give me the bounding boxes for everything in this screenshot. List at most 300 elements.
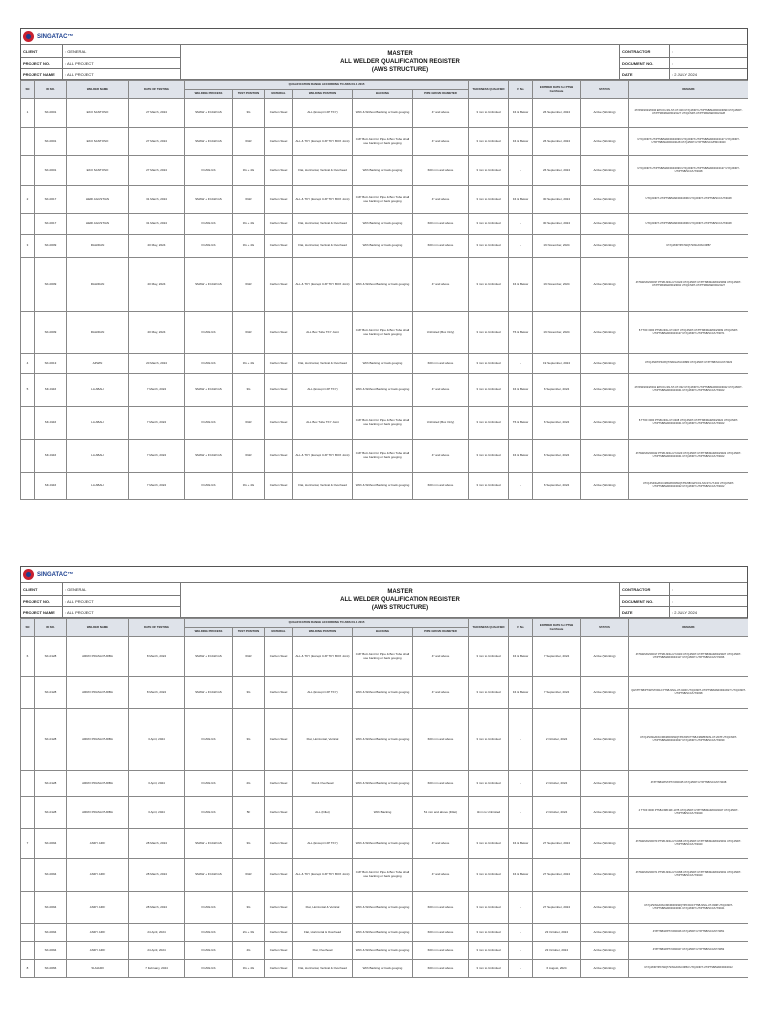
welder-name-cell: ARRO PRASA PURBA (67, 797, 129, 829)
f-no-cell: - (509, 354, 533, 374)
f-no-cell: - (509, 960, 533, 978)
id-cell: SK-0128 (35, 677, 67, 709)
f-no-cell: T6 & Below (509, 312, 533, 354)
expiry-cell: 6 September, 2024 (533, 374, 581, 407)
backing-cell: With Backing or back gouging (353, 354, 413, 374)
table-row (21, 374, 749, 407)
welder-name-cell: LA ABALI (67, 440, 129, 473)
backing-cell: With & Without Backing or back gouging (353, 99, 413, 128)
test-position-cell: 3G + 4G (233, 960, 265, 978)
col-header-welding-position: WELDING POSITION (293, 90, 353, 99)
remark-cell: 4T/WW/2023/0017 PTSB-NNG-UT-0400 UT/QJ/NDT-UT/PTSB/MAR/004/3027 UT/QJ/NDT-UT/PTSB/MAR/004/3117 UT/QJ/NDT-UT/PTSB/SCC/UT/3036 (629, 637, 749, 677)
expiry-cell: 27 September, 2024 (533, 859, 581, 892)
welder-name-cell: ANDY AFIF (67, 924, 129, 942)
id-cell: SK-0128 (35, 637, 67, 677)
thickness-cell: 3 mm to Unlimited (469, 374, 509, 407)
col-header-backing: BACKING (353, 90, 413, 99)
diameter-cell: 600 mm and above (413, 771, 469, 797)
table-row (21, 354, 749, 374)
test-date-cell: 3 April, 2024 (129, 709, 185, 771)
status-cell: Active (Working) (581, 354, 629, 374)
title-line-3: (AWS STRUCTURE) (371, 605, 429, 611)
status-cell: Active (Working) (581, 637, 629, 677)
test-date-cell: 27 March, 2024 (129, 99, 185, 128)
test-date-cell: 20 March, 2024 (129, 354, 185, 374)
process-cell: FCAW-GS (185, 354, 233, 374)
diameter-cell: 600 mm and above (413, 473, 469, 500)
col-header-welding-position: WELDING POSITION (293, 628, 353, 637)
thickness-cell: 3 mm to Unlimited (469, 156, 509, 186)
col-header-pipe-grove-diameter: PIPE GROVE DIAMETER (413, 90, 469, 99)
remark-cell: 4T/PTSB/W/PT/CR/0047 UT/QJ/NDT-UT/PTSB/SCC/UT/3052 (629, 942, 749, 960)
table-row (21, 637, 749, 677)
id-cell: SK-0009 (35, 312, 67, 354)
id-cell: SK-0116 (35, 407, 67, 440)
document-no-value: : (670, 596, 747, 607)
col-header-backing: BACKING (353, 628, 413, 637)
status-cell: Active (Working) (581, 312, 629, 354)
f-no-cell: F4 & Below (509, 440, 533, 473)
backing-cell: With Backing or back gouging (353, 214, 413, 235)
sn-cell (21, 709, 35, 771)
f-no-cell: - (509, 892, 533, 924)
thickness-cell: 3 mm to Unlimited (469, 942, 509, 960)
diameter-cell: 4" and above (413, 829, 469, 859)
material-cell: Carbon Steel (265, 235, 293, 258)
date-value: : 2 JULY 2024 (670, 607, 747, 618)
test-date-cell: 8 March, 2024 (129, 677, 185, 709)
process-cell: SMAW + FCAW-GS (185, 829, 233, 859)
sn-cell (21, 771, 35, 797)
test-date-cell: 24 April, 2024 (129, 924, 185, 942)
remark-cell: 4T/WW/2023/0070 PTSB-NNG-UT-0398 UT/QJ/NDT-UT/PTSB/MAR/004/3031 UT/QJ/NDT-UT/PTSB/SCC/UT/3040 (629, 829, 749, 859)
backing-cell: With & Without Backing or back gouging (353, 677, 413, 709)
f-no-cell: F4 & Below (509, 99, 533, 128)
status-cell: Active (Working) (581, 407, 629, 440)
test-position-cell: 3G + 4G (233, 473, 265, 500)
backing-cell: With Backing or back gouging (353, 960, 413, 978)
material-cell: Carbon Steel (265, 709, 293, 771)
expiry-cell: 6 September, 2024 (533, 407, 581, 440)
sn-cell (21, 258, 35, 312)
backing-cell: CJP Butt Joint for Pipe & Box Tube shall use backing or back gouging (353, 637, 413, 677)
backing-cell: With & Without Backing or back gouging (353, 709, 413, 771)
material-cell: Carbon Steel (265, 892, 293, 924)
table-row (21, 440, 749, 473)
status-cell: Active (Working) (581, 960, 629, 978)
welder-name-cell: ARRO PRASA PURBA (67, 677, 129, 709)
welding-position-cell: Flat, Horizontal & Vertical (293, 892, 353, 924)
id-cell: SK-0009 (35, 258, 67, 312)
id-cell: SK-0094 (35, 942, 67, 960)
backing-cell: CJP Butt Joint for Pipe & Box Tube shall use backing or back gouging (353, 407, 413, 440)
material-cell: Carbon Steel (265, 797, 293, 829)
test-date-cell: 31 March, 2024 (129, 214, 185, 235)
title-line-2: ALL WELDER QUALIFICATION REGISTER (340, 597, 460, 603)
sn-cell: 5 (21, 374, 35, 407)
id-cell: SK-0013 (35, 354, 67, 374)
test-position-cell: 3G (233, 99, 265, 128)
welding-position-cell: ALL (Except CJP TKY) (293, 829, 353, 859)
document-page-2 (20, 566, 748, 1024)
f-no-cell: - (509, 156, 533, 186)
material-cell: Carbon Steel (265, 128, 293, 156)
thickness-cell: 3 mm to Unlimited (469, 235, 509, 258)
f-no-cell: F4 & Below (509, 374, 533, 407)
sn-cell (21, 128, 35, 156)
id-cell: SK-0094 (35, 829, 67, 859)
test-date-cell: 31 March, 2024 (129, 186, 185, 214)
f-no-cell: - (509, 473, 533, 500)
welding-position-cell: ALL & TKY (Except CJP TKY BOX Joint) (293, 258, 353, 312)
remark-cell: UT/QJ/NDT-UT/PTSB/MAR/004/3099 UT/QJ/NDT-UT/PTSB/SCC/UT/3048 (629, 214, 749, 235)
company-logo (21, 567, 747, 583)
thickness-cell: 3 mm to Unlimited (469, 214, 509, 235)
expiry-cell: 6 September, 2024 (533, 473, 581, 500)
table-row (21, 214, 749, 235)
backing-cell: With & Without Backing or back gouging (353, 771, 413, 797)
expiry-cell: 27 September, 2024 (533, 829, 581, 859)
welder-name-cell: EKO SANTOSO (67, 128, 129, 156)
f-no-cell: - (509, 771, 533, 797)
welder-name-cell: SUHAIRI (67, 960, 129, 978)
status-cell: Active (Working) (581, 440, 629, 473)
id-cell: SK-0116 (35, 374, 67, 407)
table-row (21, 258, 749, 312)
client-label: CLIENT (21, 45, 63, 58)
test-position-cell: 4G (233, 942, 265, 960)
expiry-cell: 19 September, 2024 (533, 354, 581, 374)
welding-position-cell: Flat, Horizontal, Vertical & Overhead (293, 473, 353, 500)
col-header-sn: SN (21, 619, 35, 637)
document-header (20, 566, 748, 618)
expiry-cell: 2 October, 2024 (533, 797, 581, 829)
remark-cell: 4T/PTSB/W/ST/PT/CR/0045 UT/QJ/NDT-UT/PTSB/SCC/UT/3048 (629, 771, 749, 797)
expiry-cell: 6 August, 2024 (533, 960, 581, 978)
welding-position-cell: ALL & TKY (Except CJP TKY BOX Joint) (293, 128, 353, 156)
welding-position-cell: ALL & TKY (Except CJP TKY BOX Joint) (293, 186, 353, 214)
process-cell: FCAW-GS (185, 235, 233, 258)
col-header-material: MATERIAL (265, 628, 293, 637)
remark-cell: QHT/PTSB/PT/W/ST/0012 PTSB-NNG-UT-0400 UT/QJ/NDT-UT/PTSB/MAR/004/3027 UT/QJ/NDT-UT/PTSB/SCC/UT/3038 (629, 677, 749, 709)
col-header-pipe-grove-diameter: PIPE GROVE DIAMETER (413, 628, 469, 637)
welder-register-table (20, 80, 748, 500)
status-cell: Active (Working) (581, 99, 629, 128)
col-header-status: STATUS (581, 81, 629, 99)
test-position-cell: 6GR (233, 407, 265, 440)
material-cell: Carbon Steel (265, 354, 293, 374)
process-cell: SMAW + FCAW-GS (185, 99, 233, 128)
status-cell: Active (Working) (581, 892, 629, 924)
backing-cell: CJP Butt Joint for Pipe & Box Tube shall use backing or back gouging (353, 859, 413, 892)
welding-position-cell: Flat, Horizontal, Vertical & Overhead (293, 156, 353, 186)
table-row (21, 924, 749, 942)
sn-cell (21, 892, 35, 924)
id-cell: SK-0128 (35, 771, 67, 797)
material-cell: Carbon Steel (265, 473, 293, 500)
process-cell: FCAW-GS (185, 924, 233, 942)
project-no-label: PROJECT NO. (21, 596, 63, 607)
remark-cell: UT/QJ/NDT/PF/WQT/SINGATAC/0863 UT/QJ/NDT-UT/PTSB/MAR/004/3012 (629, 960, 749, 978)
material-cell: Carbon Steel (265, 99, 293, 128)
client-value: : GENERAL (63, 45, 181, 58)
contractor-label: CONTRACTOR (620, 583, 670, 596)
table-row (21, 797, 749, 829)
welder-register-table (20, 618, 748, 978)
table-row (21, 312, 749, 354)
test-date-cell: 27 March, 2024 (129, 156, 185, 186)
status-cell: Active (Working) (581, 829, 629, 859)
document-title (181, 45, 620, 80)
table-row (21, 156, 749, 186)
diameter-cell: Unlimited (Box Only) (413, 407, 469, 440)
welding-position-cell: Flat, Horizontal, Vertical & Overhead (293, 960, 353, 978)
diameter-cell: 4" and above (413, 374, 469, 407)
welder-name-cell: ANDY AFIF (67, 942, 129, 960)
title-line-2: ALL WELDER QUALIFICATION REGISTER (340, 59, 460, 65)
id-cell: SK-0001 (35, 128, 67, 156)
test-position-cell: 3G (233, 829, 265, 859)
material-cell: Carbon Steel (265, 440, 293, 473)
thickness-cell: 3 mm to Unlimited (469, 128, 509, 156)
f-no-cell: F4 & Below (509, 258, 533, 312)
expiry-cell: 19 November, 2024 (533, 312, 581, 354)
remark-cell: UT/QJ/NDT-UT/PTSB/MAR/004/3099 UT/QJ/NDT-UT/PTSB/MAR/004/3127 UT/QJ/NDT-UT/PTSB/MAR/004/3128 UT/QJ/NDT-UT/PTSB/SCC/PMC/3020 (629, 128, 749, 156)
material-cell: Carbon Steel (265, 258, 293, 312)
expiry-cell: 23 October, 2024 (533, 942, 581, 960)
remark-cell: UT/QJ/NDT/PF/WQT/SINGATAC/0887 (629, 235, 749, 258)
f-no-cell: F4 & Below (509, 637, 533, 677)
test-date-cell: 24 April, 2024 (129, 942, 185, 960)
qualification-range-header: QUALIFICATION RANGE ACCORDING TO AWS D1.1 2015 (185, 81, 469, 90)
diameter-cell: 51 mm and above (Fillet) (413, 797, 469, 829)
f-no-cell: - (509, 235, 533, 258)
diameter-cell: 4" and above (413, 637, 469, 677)
backing-cell: With & Without Backing or back gouging (353, 924, 413, 942)
test-date-cell: 7 March, 2024 (129, 440, 185, 473)
test-date-cell: 28 March, 2024 (129, 892, 185, 924)
diameter-cell: 600 mm and above (413, 156, 469, 186)
diameter-cell: 4" and above (413, 128, 469, 156)
material-cell: Carbon Steel (265, 960, 293, 978)
welder-name-cell: ARRO PRASA PURBA (67, 709, 129, 771)
material-cell: Carbon Steel (265, 156, 293, 186)
backing-cell: CJP Butt Joint for Pipe & Box Tube shall use backing or back gouging (353, 186, 413, 214)
process-cell: FCAW-GS (185, 156, 233, 186)
diameter-cell: 4" and above (413, 99, 469, 128)
expiry-cell: 19 November, 2024 (533, 235, 581, 258)
remark-cell: 4T/WW/2023/0037 PTSB-NNG-UT-0429 UT/QJ/NDT-UT/PTSB/MAR/004/3099 UT/QJ/NDT-UT/PTSB/MAR/004/3092 UT/QJ/NDT-UT/PTSB/MAR/004/3127 (629, 258, 749, 312)
welder-name-cell: ARRO PRASA PURBA (67, 771, 129, 797)
process-cell: FCAW-GS (185, 214, 233, 235)
sn-cell (21, 156, 35, 186)
id-cell: SK-0017 (35, 214, 67, 235)
remark-cell: 4T/WW/2023/0041 EPCO1-SN-ST-UT-032 UT/QJ/NDT-UT/PTSB/MAR/004/3022 UT/QJ/NDT-UT/PTSB/MAR/004/3041 UT/QJ/NDT-UT/PTSB/SCC/UT/3022 (629, 374, 749, 407)
diameter-cell: Unlimited (Box Only) (413, 312, 469, 354)
welding-position-cell: Flat, Horizontal, Vertical (293, 709, 353, 771)
welding-position-cell: ALL Box Tube TKY Joint (293, 407, 353, 440)
status-cell: Active (Working) (581, 128, 629, 156)
col-header-date-of-testing: DATE OF TESTING (129, 619, 185, 637)
document-header (20, 28, 748, 80)
remark-cell: UT/QJ/NDT/PF/WQT/SINGATAC/0883 UT/QJ/NDT-UT/PTSB/SCC/UT/3023 (629, 354, 749, 374)
col-header-welding-process: WELDING PROCESS (185, 90, 233, 99)
document-no-label: DOCUMENT NO. (620, 596, 670, 607)
f-no-cell: - (509, 924, 533, 942)
welding-position-cell: ALL (Except CJP TKY) (293, 677, 353, 709)
process-cell: SMAW + FCAW-GS (185, 440, 233, 473)
table-row (21, 942, 749, 960)
status-cell: Active (Working) (581, 709, 629, 771)
col-header-remark: REMARK (629, 619, 749, 637)
welding-position-cell: ALL & TKY (Except CJP TKY BOX Joint) (293, 859, 353, 892)
sn-cell: 4 (21, 354, 35, 374)
welder-name-cell: HERI AGUSTIAN (67, 214, 129, 235)
status-cell: Active (Working) (581, 859, 629, 892)
material-cell: Carbon Steel (265, 859, 293, 892)
welding-position-cell: ALL (Except CJP TKY) (293, 374, 353, 407)
expiry-cell: 26 September, 2024 (533, 156, 581, 186)
welder-name-cell: RAHIDAN (67, 258, 129, 312)
thickness-cell: 3 mm to Unlimited (469, 924, 509, 942)
sn-cell: 1 (21, 99, 35, 128)
welding-position-cell: ALL (Except CJP TKY) (293, 99, 353, 128)
remark-cell: 4T/WW/2023/0040 EPCO1-SN-ST-UT-029 UT/QJ/NDT-UT/PTSB/MAR/004/3099 UT/QJ/NDT-UT/PTSB/MAR/004/3127 UT/QJ/NDT-UT/PTSB/MAR/004/3128 (629, 99, 749, 128)
status-cell: Active (Working) (581, 214, 629, 235)
process-cell: FCAW-GS (185, 709, 233, 771)
expiry-cell: 2 October, 2024 (533, 771, 581, 797)
test-position-cell: 3G (233, 374, 265, 407)
col-header-expired-date: EXPIRED DATE for PTSB Certificate (533, 81, 581, 99)
welding-position-cell: Flat, Horizontal, Vertical & Overhead (293, 214, 353, 235)
sn-cell: 2 (21, 186, 35, 214)
document-title (181, 583, 620, 618)
process-cell: FCAW-GS (185, 407, 233, 440)
diameter-cell: 600 mm and above (413, 942, 469, 960)
thickness-cell: 3 mm to Unlimited (469, 440, 509, 473)
col-header-status: STATUS (581, 619, 629, 637)
remark-cell: 4T/PTSB/W/PT/CR/0046 UT/QJ/NDT-UT/PTSB/SCC/UT/3051 (629, 924, 749, 942)
project-no-label: PROJECT NO. (21, 58, 63, 69)
project-name-label: PROJECT NAME (21, 607, 63, 618)
id-cell: SK-0009 (35, 235, 67, 258)
thickness-cell: 3mm to Unlimited (469, 797, 509, 829)
test-date-cell: 28 March, 2024 (129, 829, 185, 859)
welder-name-cell: ANDY AFIF (67, 859, 129, 892)
sn-cell (21, 942, 35, 960)
f-no-cell: F4 & Below (509, 186, 533, 214)
test-date-cell: 20 May, 2024 (129, 312, 185, 354)
client-label: CLIENT (21, 583, 63, 596)
welder-name-cell: LA ABALI (67, 407, 129, 440)
sn-cell: 6 (21, 637, 35, 677)
diameter-cell: 4" and above (413, 859, 469, 892)
test-date-cell: 7 March, 2024 (129, 407, 185, 440)
remark-cell: 8 TTOF 0000 PTSB-NNG-UT-0407 UT/QJ/NDT-UT/PTSB/MAR/004/3099 UT/QJ/NDT-UT/PTSB/MAR/004/3127 UT/QJ/NDT-UT/PTSB/SCC/UT/3071 (629, 312, 749, 354)
backing-cell: CJP Butt Joint for Pipe & Box Tube shall use backing or back gouging (353, 440, 413, 473)
status-cell: Active (Working) (581, 374, 629, 407)
expiry-cell: 7 September, 2024 (533, 637, 581, 677)
table-row (21, 99, 749, 128)
id-cell: SK-0116 (35, 440, 67, 473)
id-cell: SK-0001 (35, 156, 67, 186)
backing-cell: With & Without Backing or back gouging (353, 258, 413, 312)
test-position-cell: 3G (233, 677, 265, 709)
title-line-1: MASTER (387, 51, 413, 57)
company-logo-icon (23, 31, 34, 42)
id-cell: SK-0001 (35, 99, 67, 128)
col-header-welder-name: WELDER NAME (67, 619, 129, 637)
diameter-cell: 600 mm and above (413, 354, 469, 374)
thickness-cell: 3 mm to Unlimited (469, 960, 509, 978)
date-value: : 2 JULY 2024 (670, 69, 747, 80)
sn-cell (21, 312, 35, 354)
contractor-label: CONTRACTOR (620, 45, 670, 58)
f-no-cell: - (509, 942, 533, 960)
test-position-cell: 3G + 4G (233, 156, 265, 186)
status-cell: Active (Working) (581, 473, 629, 500)
backing-cell: With & Without Backing or back gouging (353, 892, 413, 924)
project-name-label: PROJECT NAME (21, 69, 63, 80)
remark-cell: UT/QJ/SINGATAC/MKM/003/WQT/PF/034 PTSB-NNG-UT-0398 UT/QJ/NDT-UT/PTSB/MAR/004/3031 UT/QJ/NDT-UT/PTSB/SCC/UT/3041 (629, 892, 749, 924)
status-cell: Active (Working) (581, 235, 629, 258)
test-position-cell: 6GR (233, 440, 265, 473)
remark-cell: UT/QJ/SINGATAC/MKM/003/WQT/PF/035 PTSB-FMWB/SNS-UT-2078 UT/QJ/NDT-UT/PTSB/MAR/004/3027 UT/QJ/NDT-UT/PTSB/SCC/UT/3039 (629, 709, 749, 771)
project-name-value: : ALL PROJECT (63, 607, 181, 618)
company-name: SINGATAC™ (37, 33, 74, 40)
diameter-cell: 4" and above (413, 186, 469, 214)
backing-cell: CJP Butt Joint for Pipe & Box Tube shall use backing or back gouging (353, 128, 413, 156)
project-no-value: : ALL PROJECT (63, 58, 181, 69)
col-header-id-no: ID NO. (35, 81, 67, 99)
welding-position-cell: Flat & Overhead (293, 771, 353, 797)
status-cell: Active (Working) (581, 186, 629, 214)
remark-cell: UT/QJ/NDT-UT/PTSB/MAR/004/3099 UT/QJ/NDT-UT/PTSB/MAR/004/3127 UT/QJ/NDT-UT/PTSB/SCC/UT/3048 (629, 156, 749, 186)
project-name-value: : ALL PROJECT (63, 69, 181, 80)
document-no-label: DOCUMENT NO. (620, 58, 670, 69)
process-cell: FCAW-GS (185, 473, 233, 500)
thickness-cell: 3 mm to Unlimited (469, 99, 509, 128)
diameter-cell: 600 mm and above (413, 924, 469, 942)
thickness-cell: 3 mm to Unlimited (469, 859, 509, 892)
process-cell: FCAW-GS (185, 312, 233, 354)
test-position-cell: 2G + 3G (233, 924, 265, 942)
f-no-cell: F4 & Below (509, 677, 533, 709)
thickness-cell: 3 mm to Unlimited (469, 677, 509, 709)
diameter-cell: 600 mm and above (413, 214, 469, 235)
backing-cell: With & Without Backing or back gouging (353, 473, 413, 500)
backing-cell: With Backing or back gouging (353, 235, 413, 258)
welding-position-cell: ALL & TKY (Except CJP TKY BOX Joint) (293, 637, 353, 677)
table-row (21, 892, 749, 924)
test-position-cell: 6GR (233, 258, 265, 312)
process-cell: FCAW-GS (185, 771, 233, 797)
test-position-cell: 3G + 4G (233, 235, 265, 258)
diameter-cell: 4" and above (413, 258, 469, 312)
material-cell: Carbon Steel (265, 924, 293, 942)
table-row (21, 960, 749, 978)
test-position-cell: 6GR (233, 128, 265, 156)
backing-cell: CJP Butt Joint for Pipe & Box Tube shall use backing or back gouging (353, 312, 413, 354)
test-position-cell: 3G + 4G (233, 354, 265, 374)
welder-name-cell: EKO SANTOSO (67, 156, 129, 186)
f-no-cell: - (509, 797, 533, 829)
welder-name-cell: ARRO PRASA PURBA (67, 637, 129, 677)
status-cell: Active (Working) (581, 942, 629, 960)
table-row (21, 677, 749, 709)
id-cell: SK-0066 (35, 960, 67, 978)
welder-name-cell: AZWIN (67, 354, 129, 374)
